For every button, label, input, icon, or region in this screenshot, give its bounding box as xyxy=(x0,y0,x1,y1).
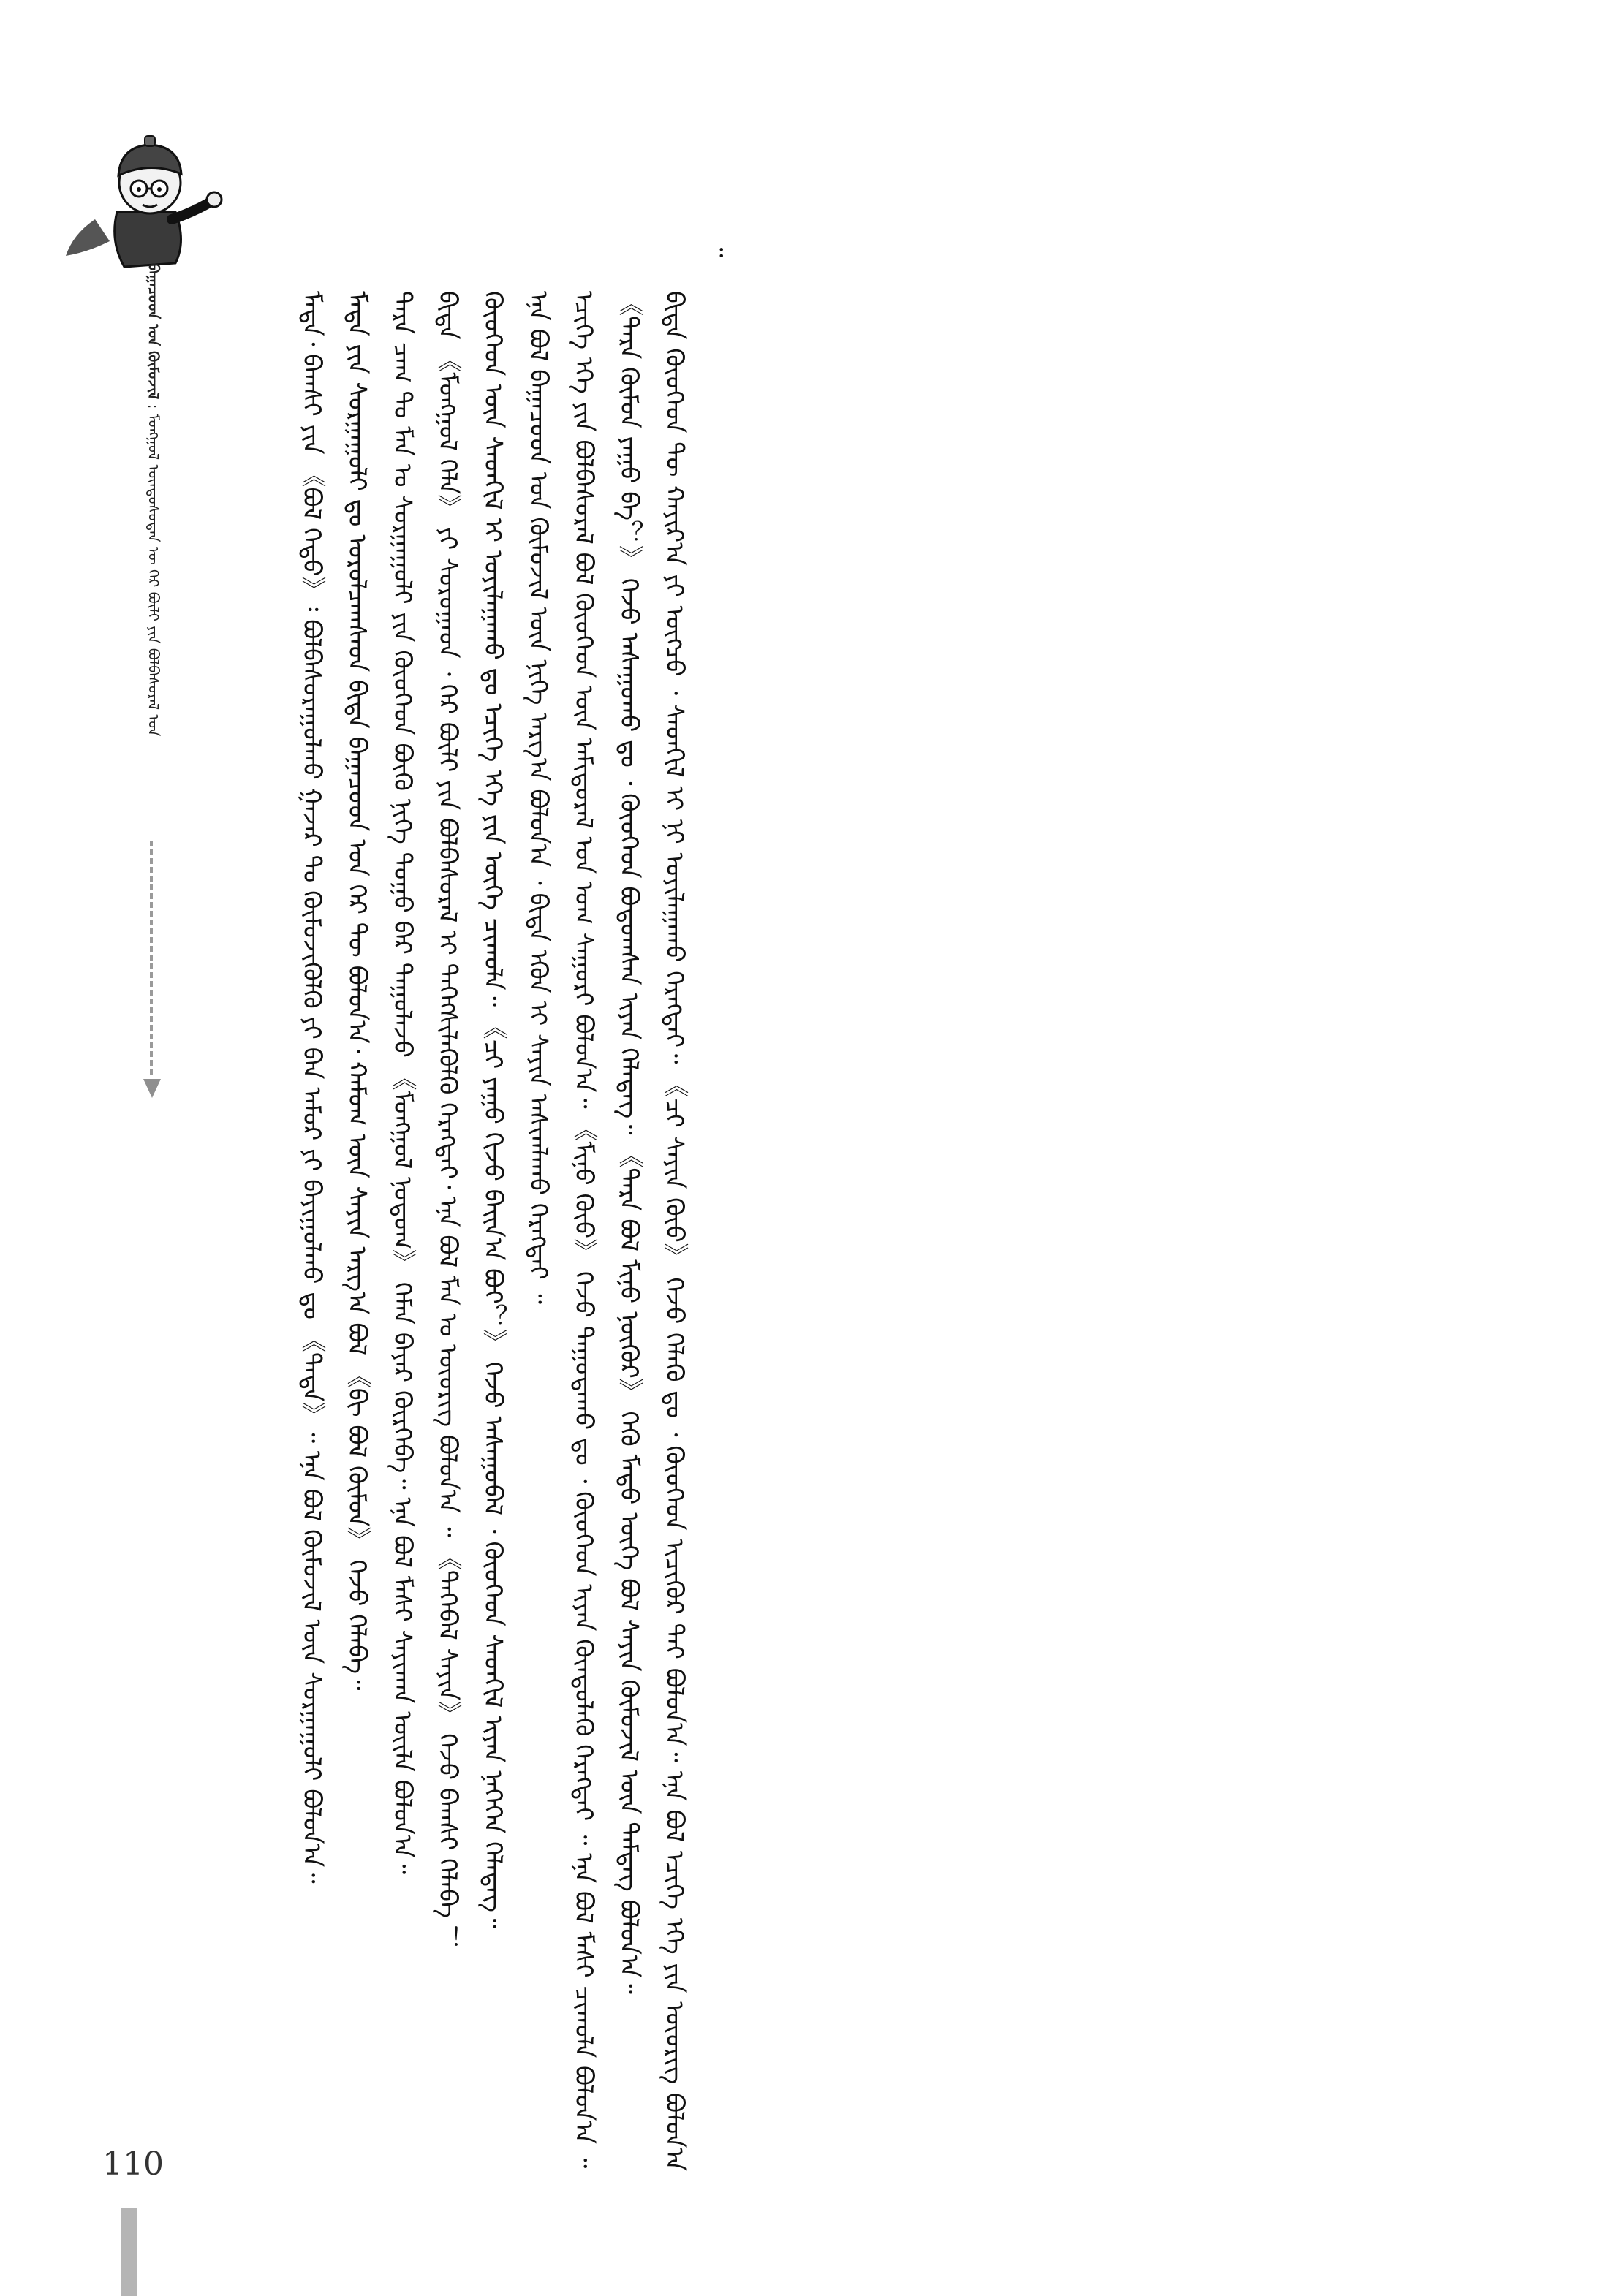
paragraph: ᠪᠢᠳᠡ 《ᠮᠣᠩᠭᠣᠯ ᠬᠡᠯᠡ》 ᠶᠢ ᠰᠤᠷᠤᠭᠠᠳ ᠂ ᠭᠡᠷ ᠪᠦᠯᠢ ᠶᠢᠨ ᠪᠣᠯᠪᠠᠰᠤᠷᠠᠯ ᠢ ᠳᠡᠭᠡᠭᠰᠢᠯᠡᠭᠦᠯᠬᠦ ᠬᠡᠷᠡᠭᠲᠡᠢ᠂ ᠡᠨᠡ ᠪᠣᠯ ᠮᠠᠨ ᠤ ᠦᠦᠷᠢᠭ ᠪᠣᠯᠤᠨ᠎ᠠ ᠃ 《ᠲᠡᠭᠡᠪᠡᠯ ᠰᠠᠶᠢᠨ》 ᠭᠡᠵᠦ ᠪᠠᠭᠰᠢ ᠬᠡᠯᠡᠪᠡ ！ xyxy=(433,291,462,1951)
page-edge-bar xyxy=(121,2208,137,2296)
header-dashed-line xyxy=(150,841,153,1075)
page-number: 110 xyxy=(102,2145,164,2183)
paragraph: ᠮᠡᠳᠡ ᠶᠢᠨ ᠰᠤᠷᠭᠠᠭᠤᠯᠢ ᠳᠤ ᠣᠷᠣᠯᠴᠠᠭᠰᠠᠳ ᠪᠢᠳᠡ ᠪᠠᠭᠠᠴᠤᠳ ᠤᠨ ᠭᠡᠷ ᠲᠦ ᠪᠣᠯᠤᠨ᠎ᠠ᠂ ᠬᠠᠮᠤᠭ ᠦᠨ ᠰᠠᠶᠢᠨ ᠠᠷᠭ᠎ᠠ ᠪᠣᠯ 《ᠪᠢ ᠪᠣᠯ ᠬᠦᠮᠦᠨ》 ᠭᠡᠵᠦ ᠬᠡᠯᠡᠪᠡ᠃ xyxy=(342,291,371,1691)
paragraph: ᠬᠦᠦᠬᠡᠳ ᠦᠨ ᠰᠡᠳᠬᠢᠯ ᠢ ᠣᠶᠢᠯᠠᠭᠠᠬᠤ ᠳᠤ ᠡᠴᠢᠭᠡ ᠡᠬᠡ ᠶᠢᠨ ᠦᠭᠡ ᠴᠢᠬᠤᠯᠠ᠃ 《ᠴᠢ ᠶᠠᠭᠤ ᠬᠢᠵᠦ ᠪᠠᠢᠨ᠎ᠠ ᠪᠤᠢ？》 ᠭᠡᠵᠦ ᠠᠰᠠᠭᠤᠪᠠᠯ ᠂ ᠬᠦᠦᠬᠡᠳ ᠰᠡᠳᠬᠢᠯ ᠢᠶᠡᠨ ᠨᠡᠭᠡᠭᠡᠨ ᠬᠡᠯᠡᠳᠡᠭ᠃ xyxy=(478,291,507,1929)
paragraph: ᠪᠢᠳᠡ ᠬᠦᠦᠬᠡᠳ ᠲᠦ ᠬᠠᠶᠢᠷ᠎ᠠ ᠶᠢ ᠥᠭᠴᠦ ᠂ ᠰᠡᠳᠬᠢᠯ ᠢ ᠨᠢ ᠣᠶᠢᠯᠠᠭᠠᠬᠤ ᠬᠡᠷᠡᠭᠲᠡᠢ᠃ 《ᠴᠢ ᠰᠠᠶᠢᠨ ᠬᠦᠦ》 ᠭᠡᠵᠦ ᠬᠡᠯᠡᠬᠦ ᠳᠤ ᠂ ᠬᠦᠦᠬᠡᠳ ᠢᠴᠢᠭᠦᠷ ᠲᠡᠢ ᠪᠣᠯᠤᠨ᠎ᠠ᠃ ᠡᠨᠡ ᠪᠣᠯ ᠡᠴᠢᠭᠡ ᠡᠬᠡ ᠶᠢᠨ ᠦᠦᠷᠢᠭ ᠪᠣᠯᠤᠨ᠎ᠠ ᠃ xyxy=(659,241,734,2171)
header-text: ᠪᠠᠭᠠᠴᠤᠳ ᠤᠨ ᠬᠦᠮᠦᠵᠢᠯ : ᠮᠣᠩᠭᠣᠯ ᠦᠨᠳᠦᠰᠦᠲᠡᠨ ᠦ ᠭᠡᠷ ᠪᠦᠯᠢ ᠶᠢᠨ ᠪᠣᠯᠪᠠᠰᠤᠷᠠᠯ ᠤᠨ xyxy=(145,263,162,737)
section-title: ᠪᠠᠭᠠᠴᠤᠳ ᠤᠨ ᠬᠦᠮᠦᠵᠢᠯ xyxy=(145,263,162,400)
paragraph: ᠲᠡᠷᠡ ᠴᠠᠭ ᠲᠤ ᠮᠠᠨ ᠤ ᠰᠤᠷᠭᠠᠭᠤᠯᠢ ᠶᠢᠨ ᠬᠦᠦᠬᠡᠳ ᠪᠦᠬᠦ ᠨᠢᠭᠡ ᠳᠤᠭᠤ ᠪᠠᠷ ᠳᠠᠭᠤᠯᠠᠵᠤ 《ᠮᠣᠩᠭᠣᠯ ᠨᠤᠲᠤᠭ》 ᠬᠡᠮᠡᠨ ᠪᠠᠶᠠᠷ ᠬᠦᠷᠭᠡᠪᠡ᠃ ᠡᠨᠡ ᠪᠣᠯ ᠮᠠᠰᠢ ᠰᠠᠶᠢᠬᠠᠨ ᠦᠢᠯᠡ ᠪᠣᠯᠤᠨ᠎ᠠ᠃ xyxy=(387,291,417,1875)
paragraph: ᠮᠡᠳᠡ᠂ ᠪᠠᠭᠰᠢ ᠶᠢᠨ 《ᠪᠣᠯ ᠬᠡᠳᠦ》᠄ ᠪᠣᠯᠪᠠᠰᠤᠷᠠᠭᠤᠯᠬᠤ ᠭᠠᠵᠠᠷ ᠲᠤ ᠬᠦᠮᠦᠵᠢᠭᠦᠯᠬᠦ ᠶᠢ ᠪᠡᠨ ᠠᠮᠤᠷ ᠶᠢ ᠪᠠᠶᠢᠭᠤᠯᠬᠤ ᠳᠤ 《ᠲᠡᠳᠡ》᠃ ᠡᠨᠡ ᠪᠣᠯ ᠬᠦᠮᠦᠵᠢᠯ ᠦᠨ ᠰᠤᠷᠭᠠᠭᠤᠯᠢ ᠪᠣᠯᠤᠨ᠎ᠠ᠃ xyxy=(297,291,326,1884)
cartoon-boy-mascot-icon xyxy=(66,132,227,278)
paragraph: ᠡᠨᠡ ᠪᠣᠯ ᠪᠠᠭᠠᠴᠤᠳ ᠤᠨ ᠬᠦᠮᠦᠵᠢᠯ ᠦᠨ ᠨᠢᠭᠡ ᠠᠷᠭ᠎ᠠ ᠪᠣᠯᠤᠨ᠎ᠠ ᠂ ᠪᠢᠳᠡ ᠡᠭᠦᠨ ᠢ ᠰᠠᠶᠢᠨ ᠠᠰᠢᠭᠯᠠᠬᠤ ᠬᠡᠷᠡᠭᠲᠡᠢ ᠃ xyxy=(523,291,553,1305)
running-header xyxy=(132,263,183,1096)
body-text xyxy=(289,241,1451,2171)
series-title: ᠮᠣᠩᠭᠣᠯ ᠦᠨᠳᠦᠰᠦᠲᠡᠨ ᠦ ᠭᠡᠷ ᠪᠦᠯᠢ ᠶᠢᠨ ᠪᠣᠯᠪᠠᠰᠤᠷᠠᠯ ᠤᠨ xyxy=(145,413,162,737)
paragraph: 《ᠲᠡᠷᠡ ᠬᠦᠮᠦᠨ ᠶᠠᠭᠤ ᠪᠡ？》 ᠭᠡᠵᠦ ᠠᠰᠠᠭᠤᠬᠤ ᠳᠤ ᠂ ᠬᠦᠦᠬᠡᠳ ᠪᠣᠳᠤᠭᠰᠠᠨ ᠢᠶᠡᠨ ᠬᠡᠯᠡᠳᠡᠭ᠃ 《ᠲᠡᠷᠡ ᠪᠣᠯ ᠮᠢᠨᠤ ᠨᠥᠬᠥᠷ》 ᠭᠡᠬᠦ ᠮᠡᠳᠦ ᠦᠭᠡ ᠪᠣᠯ ᠰᠠᠶᠢᠨ ᠬᠦᠮᠦᠵᠢᠯ ᠦᠨ ᠲᠡᠮᠳᠡᠭ ᠪᠣᠯᠤᠨ᠎ᠠ᠃ xyxy=(614,291,643,1994)
paragraph: ᠡᠴᠢᠭᠡ ᠡᠬᠡ ᠶᠢᠨ ᠪᠣᠯᠪᠠᠰᠤᠷᠠᠯ ᠪᠣᠯ ᠬᠦᠦᠬᠡᠳ ᠦᠨ ᠠᠮᠢᠳᠤᠷᠠᠯ ᠤᠨ ᠤᠭ ᠰᠠᠭᠤᠷᠢ ᠪᠣᠯᠤᠨ᠎ᠠ᠃ 《ᠮᠢᠨᠤ ᠬᠦᠦ》 ᠭᠡᠵᠦ ᠳᠠᠭᠤᠳᠠᠬᠤ ᠳᠤ ᠂ ᠬᠦᠦᠬᠡᠳ ᠢᠶᠡᠨ ᠬᠦᠨᠳᠦᠯᠡᠬᠦ ᠬᠡᠷᠡᠭᠲᠡᠢ ᠃ ᠡᠨᠡ ᠪᠣᠯ ᠮᠠᠰᠢ ᠴᠢᠬᠤᠯᠠ ᠪᠣᠯᠤᠨ᠎ᠠ ᠃ xyxy=(569,291,598,2169)
triangle-down-icon xyxy=(143,1079,161,1098)
